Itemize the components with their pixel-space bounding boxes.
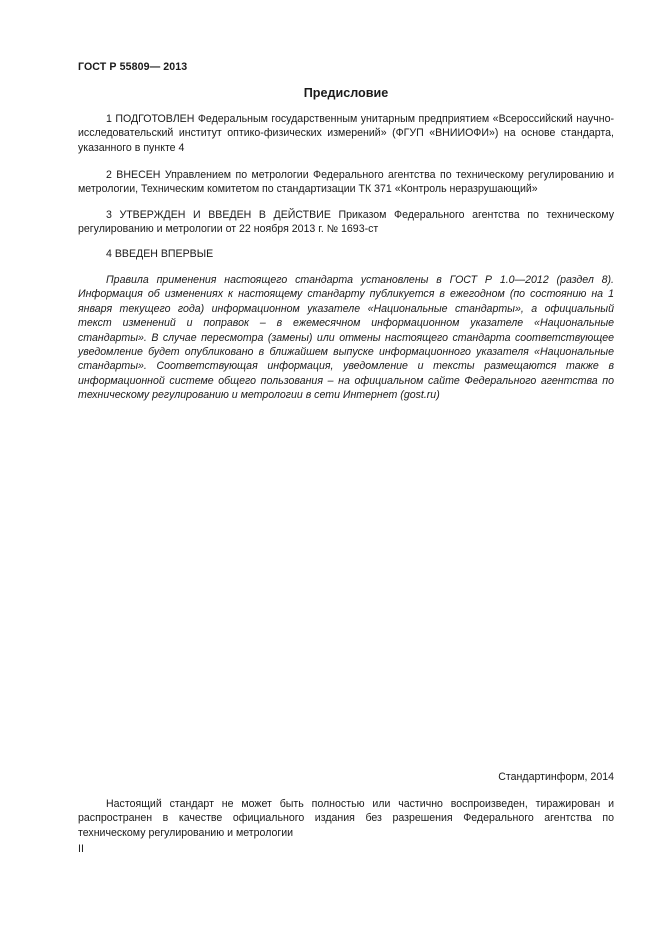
publisher-line: Стандартинформ, 2014 bbox=[498, 771, 614, 783]
foreword-item-2: 2 ВНЕСЕН Управлением по метрологии Федерального агентства по техническому регулированию и метрологии, Техническим комитетом по стандартизации ТК 371 «Контроль неразрушающий» bbox=[78, 169, 614, 196]
page-number: II bbox=[78, 843, 84, 855]
copyright-notice: Настоящий стандарт не может быть полностью или частично воспроизведен, тиражирован и распространен в качестве официального издания без разрешения Федерального агентства по техническому регулированию и метрологии bbox=[78, 798, 614, 839]
foreword-title: Предисловие bbox=[303, 86, 389, 100]
foreword-item-3: 3 УТВЕРЖДЕН И ВВЕДЕН В ДЕЙСТВИЕ Приказом Федерального агентства по техническому регулированию и метрологии от 22 ноября 2013 г. № 1693-ст bbox=[78, 209, 614, 236]
foreword-item-1: 1 ПОДГОТОВЛЕН Федеральным государственным унитарным предприятием «Всероссийский научно-исследовательский институт оптико-физических измерений» (ФГУП «ВНИИОФИ») на основе стандарта, указанного в пункте 4 bbox=[78, 113, 614, 154]
document-code: ГОСТ Р 55809— 2013 bbox=[78, 61, 188, 73]
foreword-item-4: 4 ВВЕДЕН ВПЕРВЫЕ bbox=[106, 248, 214, 260]
publication-notice: Правила применения настоящего стандарта установлены в ГОСТ Р 1.0—2012 (раздел 8). Информация об изменениях к настоящему стандарту публикуется в ежегодном (по состоянию на 1 января текущего года) информационном указателе «Национальные стандарты», а официальный текст изменений и поправок – в ежемесячном информационном указателе «Национальные стандарты». В случае пересмотра (замены) или отмены настоящего стандарта соответствующее уведомление будет опубликовано в ближайшем выпуске информационного указателя «Национальные стандарты». Соответствующая информация, уведомление и тексты размещаются также в информационной системе общего пользования – на официальном сайте Федерального агентства по техническому регулированию и метрологии в сети Интернет (gost.ru) bbox=[78, 274, 614, 402]
